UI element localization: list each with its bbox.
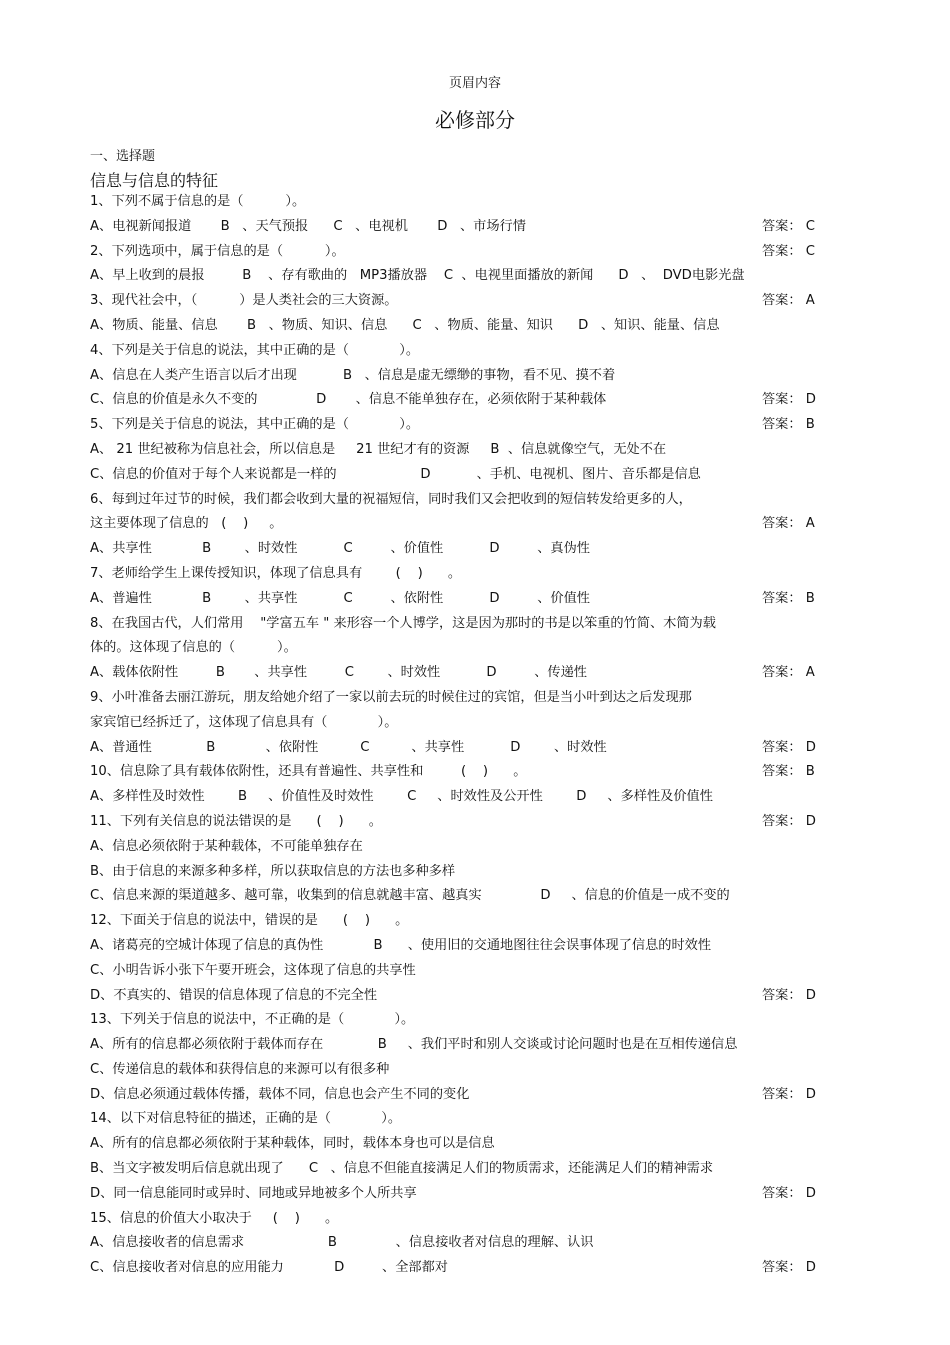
answer-label: 答案： D	[762, 392, 816, 408]
question-line	[90, 835, 860, 860]
question-text: 12、下面关于信息的说法中，错误的是 ( ) 。	[90, 913, 409, 929]
answer-label: 答案： C	[762, 243, 815, 259]
question-line	[90, 339, 860, 364]
question-line	[90, 1132, 860, 1157]
question-line	[90, 959, 860, 984]
question-text: 9、小叶准备去丽江游玩，朋友给她介绍了一家以前去玩的时候住过的宾馆，但是当小叶到达之后发现那	[90, 689, 692, 705]
question-text: A、普通性 B 、依附性 C 、共享性 D 、时效性	[90, 739, 607, 755]
question-text: C、信息的价值是永久不变的 D 、信息不能单独存在，必须依附于某种载体	[90, 392, 607, 408]
subsection-heading: 信息与信息的特征	[90, 171, 219, 190]
question-line	[90, 240, 860, 265]
question-text: A、所有的信息都必须依附于载体而存在 B 、我们平时和别人交谈或讨论问题时也是在互相传递信息	[90, 1037, 738, 1053]
answer-label: 答案： B	[762, 417, 815, 433]
question-line	[90, 438, 860, 463]
question-text: D、不真实的、错误的信息体现了信息的不完全性	[90, 987, 378, 1003]
question-line	[90, 388, 860, 413]
question-line	[90, 488, 860, 513]
question-text: D、同一信息能同时或异时、同地或异地被多个人所共享	[90, 1185, 417, 1201]
question-line	[90, 289, 860, 314]
question-line	[90, 860, 860, 885]
answer-label: 答案： B	[762, 590, 815, 606]
question-text: 这主要体现了信息的 ( ) 。	[90, 516, 283, 532]
question-text: 1、下列不属于信息的是（ ）。	[90, 194, 306, 209]
question-line	[90, 1231, 860, 1256]
question-text: B、由于信息的来源多种多样，所以获取信息的方法也多种多样	[90, 863, 456, 879]
question-text: 8、在我国古代，人们常用 "学富五车 " 来形容一个人博学，这是因为那时的书是以笨重的竹简、木简为载	[90, 615, 716, 631]
question-line	[90, 537, 860, 562]
answer-label: 答案： D	[762, 987, 816, 1003]
question-line	[90, 1157, 860, 1182]
question-line	[90, 736, 860, 761]
question-line	[90, 636, 860, 661]
question-line	[90, 661, 860, 686]
question-text: A、早上收到的晨报 B 、存有歌曲的 MP3播放器 C 、电视里面播放的新闻 D 、 DVD电影光盘	[90, 268, 745, 284]
question-line	[90, 463, 860, 488]
answer-label: 答案： D	[762, 1260, 816, 1276]
question-list	[90, 190, 860, 1281]
answer-label: 答案： D	[762, 813, 816, 829]
question-text: A、普遍性 B 、共享性 C 、依附性 D 、价值性	[90, 590, 590, 606]
question-line	[90, 612, 860, 637]
question-line	[90, 587, 860, 612]
question-line	[90, 934, 860, 959]
question-text: A、物质、能量、信息 B 、物质、知识、信息 C 、物质、能量、知识 D 、知识、能量、信息	[90, 317, 720, 333]
question-line	[90, 810, 860, 835]
question-text: A、共享性 B 、时效性 C 、价值性 D 、真伪性	[90, 541, 590, 557]
question-text: 15、信息的价值大小取决于 ( ) 。	[90, 1210, 339, 1226]
question-text: A、诸葛亮的空城计体现了信息的真伪性 B 、使用旧的交通地图往往会误事体现了信息的时效性	[90, 937, 712, 953]
question-line	[90, 190, 860, 215]
question-line	[90, 413, 860, 438]
page-header: 页眉内容	[448, 76, 501, 91]
answer-label: 答案： D	[762, 1185, 816, 1201]
question-text: A、信息在人类产生语言以后才出现 B 、信息是虚无缥缈的事物，看不见、摸不着	[90, 367, 616, 383]
question-line	[90, 711, 860, 736]
question-text: 4、下列是关于信息的说法，其中正确的是（ ）。	[90, 342, 420, 358]
question-line	[90, 215, 860, 240]
question-line	[90, 984, 860, 1009]
answer-label: 答案： A	[762, 293, 815, 309]
answer-label: 答案： B	[762, 764, 815, 780]
question-text: A、多样性及时效性 B 、价值性及时效性 C 、时效性及公开性 D 、多样性及价值性	[90, 789, 713, 805]
question-text: B、当文字被发明后信息就出现了 C 、信息不但能直接满足人们的物质需求，还能满足人们的精神需求	[90, 1161, 714, 1177]
question-text: 家宾馆已经拆迁了，这体现了信息具有（ ）。	[90, 714, 398, 730]
question-line	[90, 1083, 860, 1108]
question-line	[90, 1058, 860, 1083]
question-text: 3、现代社会中，（ ）是人类社会的三大资源。	[90, 293, 398, 309]
answer-label: 答案： D	[762, 739, 816, 755]
question-text: D、信息必须通过载体传播，载体不同，信息也会产生不同的变化	[90, 1086, 470, 1102]
question-line	[90, 314, 860, 339]
question-line	[90, 562, 860, 587]
answer-label: 答案： D	[762, 1086, 816, 1102]
question-text: C、信息接收者对信息的应用能力 D 、全部都对	[90, 1260, 448, 1276]
question-text: 7、老师给学生上课传授知识，体现了信息具有 ( ) 。	[90, 565, 462, 581]
question-text: A、信息必须依附于某种载体，不可能单独存在	[90, 838, 363, 854]
question-line	[90, 785, 860, 810]
answer-label: 答案： A	[762, 665, 815, 681]
question-line	[90, 512, 860, 537]
question-text: A、 21 世纪被称为信息社会，所以信息是 21 世纪才有的资源 B 、信息就像空气，无处不在	[90, 441, 667, 457]
question-line	[90, 1207, 860, 1232]
question-text: 14、以下对信息特征的描述，正确的是（ ）。	[90, 1111, 402, 1127]
answer-label: 答案： A	[762, 516, 815, 532]
question-text: A、信息接收者的信息需求 B 、信息接收者对信息的理解、认识	[90, 1235, 594, 1251]
question-line	[90, 1256, 860, 1281]
question-line	[90, 884, 860, 909]
question-line	[90, 1033, 860, 1058]
question-line	[90, 1107, 860, 1132]
question-line	[90, 686, 860, 711]
question-text: A、所有的信息都必须依附于某种载体，同时，载体本身也可以是信息	[90, 1136, 495, 1152]
question-text: A、电视新闻报道 B 、天气预报 C 、电视机 D 、市场行情	[90, 218, 526, 234]
question-text: 5、下列是关于信息的说法，其中正确的是（ ）。	[90, 417, 420, 433]
page-title: 必修部分	[435, 108, 515, 132]
question-text: C、信息来源的渠道越多、越可靠，收集到的信息就越丰富、越真实 D 、信息的价值是一成不变的	[90, 888, 730, 904]
section-heading: 一、选择题	[90, 149, 156, 164]
question-text: C、小明告诉小张下午要开班会，这体现了信息的共享性	[90, 962, 416, 978]
question-line	[90, 909, 860, 934]
question-text: C、传递信息的载体和获得信息的来源可以有很多种	[90, 1061, 390, 1077]
answer-label: 答案： C	[762, 218, 815, 234]
question-line	[90, 1182, 860, 1207]
question-line	[90, 364, 860, 389]
question-text: 13、下列关于信息的说法中，不正确的是（ ）。	[90, 1012, 415, 1028]
question-line	[90, 760, 860, 785]
question-text: 2、下列选项中，属于信息的是（ ）。	[90, 243, 345, 259]
question-text: C、信息的价值对于每个人来说都是一样的 D 、手机、电视机、图片、音乐都是信息	[90, 466, 701, 482]
question-line	[90, 1008, 860, 1033]
question-text: 11、下列有关信息的说法错误的是 ( ) 。	[90, 813, 382, 829]
question-line	[90, 264, 860, 289]
question-text: 6、每到过年过节的时候，我们都会收到大量的祝福短信，同时我们又会把收到的短信转发给更多的人，	[90, 491, 692, 507]
question-text: A、载体依附性 B 、共享性 C 、时效性 D 、传递性	[90, 665, 587, 681]
question-text: 体的。这体现了信息的（ ）。	[90, 640, 297, 656]
question-text: 10、信息除了具有载体依附性，还具有普遍性、共享性和 ( ) 。	[90, 764, 527, 780]
